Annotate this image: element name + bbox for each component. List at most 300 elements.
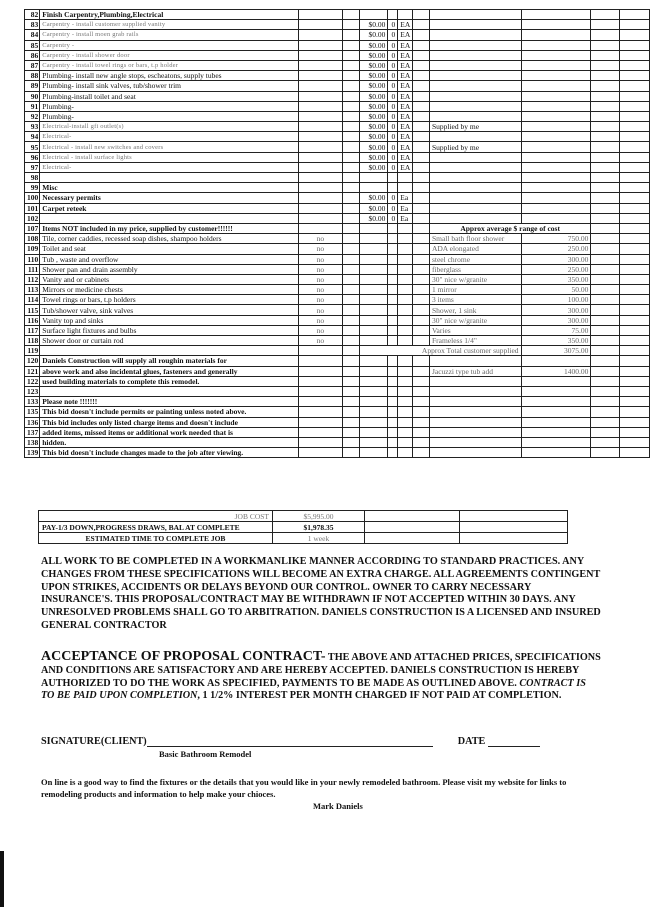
row-cost [521,111,591,121]
row-qty [388,234,398,244]
row-unit [398,366,413,376]
table-row [25,325,650,335]
row-blank [619,132,649,142]
row-customer-item: Frameless 1/4" [429,336,521,346]
row-qty [388,407,398,417]
row-blank [342,244,359,254]
row-blank [619,386,649,396]
row-description: hidden. [40,437,299,447]
row-blank [619,336,649,346]
row-supplied-flag: no [298,234,342,244]
table-row [25,142,650,152]
row-blank [342,397,359,407]
row-supplied-flag [298,152,342,162]
row-price: $0.00 [359,111,388,121]
row-number: 117 [25,325,40,335]
table-row [25,101,650,111]
row-blank [413,20,430,30]
row-cost [521,356,591,366]
row-unit: EA [398,162,413,172]
row-blank [591,132,619,142]
row-blank [591,254,619,264]
row-customer-item [429,417,521,427]
row-qty [388,274,398,284]
row-cost [521,20,591,30]
row-blank [413,274,430,284]
row-blank [619,50,649,60]
row-unit: EA [398,132,413,142]
row-qty: 0 [388,132,398,142]
row-unit [398,397,413,407]
row-blank [413,213,430,223]
row-blank [591,101,619,111]
row-supplied-flag: no [298,285,342,295]
row-blank [413,60,430,70]
row-price: $0.00 [359,91,388,101]
row-number: 136 [25,417,40,427]
row-blank [342,325,359,335]
row-blank [591,142,619,152]
row-blank [591,346,619,356]
row-qty: 0 [388,193,398,203]
row-number: 112 [25,274,40,284]
row-blank [413,336,430,346]
row-number: 109 [25,244,40,254]
row-qty: 0 [388,142,398,152]
row-customer-item [429,152,521,162]
row-price [359,386,388,396]
row-number: 98 [25,173,40,183]
row-price: $0.00 [359,132,388,142]
row-cost [521,81,591,91]
row-number: 121 [25,366,40,376]
row-number: 123 [25,386,40,396]
row-blank [619,20,649,30]
row-cost: 100.00 [521,295,591,305]
payment-row [39,522,568,533]
row-description: Electrical - install new switches and covers [40,142,299,152]
row-unit: EA [398,142,413,152]
time-row [39,533,568,544]
row-description: Plumbing- [40,111,299,121]
row-unit [398,285,413,295]
row-qty [388,386,398,396]
row-unit: EA [398,40,413,50]
row-description: Electrical- [40,132,299,142]
row-cost: 750.00 [521,234,591,244]
row-customer-item: steel chrome [429,254,521,264]
row-unit: EA [398,60,413,70]
row-qty: 0 [388,71,398,81]
row-qty [388,437,398,447]
row-blank [413,437,430,447]
row-price: $0.00 [359,203,388,213]
row-unit: Ea [398,193,413,203]
row-description: Surface light fixtures and bulbs [40,325,299,335]
row-unit [398,264,413,274]
row-number: 120 [25,356,40,366]
row-blank [619,346,649,356]
row-supplied-flag [298,71,342,81]
row-blank [591,448,619,458]
row-description: Carpentry - install towel rings or bars, t.p holder [40,60,299,70]
row-supplied-flag: no [298,274,342,284]
signature-line[interactable] [147,736,433,747]
row-number: 139 [25,448,40,458]
table-row [25,427,650,437]
table-row [25,122,650,132]
row-unit: EA [398,20,413,30]
table-row [25,264,650,274]
row-customer-item [429,376,521,386]
row-blank [591,10,619,20]
row-customer-item [429,162,521,172]
row-blank [342,386,359,396]
table-row [25,10,650,20]
row-qty [388,336,398,346]
row-blank [619,234,649,244]
row-description: Items NOT included in my price, supplied by customer!!!!!! [40,223,299,233]
row-number: 101 [25,203,40,213]
row-unit [398,356,413,366]
table-row [25,81,650,91]
row-blank [619,40,649,50]
row-number: 119 [25,346,40,356]
table-row [25,213,650,223]
row-cost [521,152,591,162]
row-blank [413,152,430,162]
row-cost [521,448,591,458]
row-customer-item: ADA elongated [429,244,521,254]
row-description: Tile, corner caddies, recessed soap dishes, shampoo holders [40,234,299,244]
row-supplied-flag: no [298,244,342,254]
row-qty [388,325,398,335]
row-number: 90 [25,91,40,101]
table-row [25,417,650,427]
row-blank [342,50,359,60]
row-description: Electrical- [40,162,299,172]
row-description: Tub , waste and overflow [40,254,299,264]
row-blank [591,427,619,437]
left-edge-bar [0,851,4,907]
summary-table [38,510,568,544]
table-row [25,386,650,396]
row-description: added items, missed items or additional work needed that is [40,427,299,437]
row-number: 118 [25,336,40,346]
row-qty: 0 [388,203,398,213]
row-blank [619,285,649,295]
row-blank [619,162,649,172]
row-blank [342,71,359,81]
row-blank [619,366,649,376]
row-customer-item [429,30,521,40]
row-description: used building materials to complete this remodel. [40,376,299,386]
row-description: Plumbing-install toilet and seat [40,91,299,101]
row-supplied-flag [298,40,342,50]
row-qty: 0 [388,91,398,101]
row-description: Carpentry - install shower door [40,50,299,60]
row-customer-item: Small bath floor shower [429,234,521,244]
row-blank [591,122,619,132]
row-qty: 0 [388,152,398,162]
row-blank [342,254,359,264]
row-number: 102 [25,213,40,223]
row-cost [521,183,591,193]
row-blank [413,366,430,376]
row-description: Towel rings or bars, t.p holders [40,295,299,305]
row-blank [591,366,619,376]
row-supplied-flag: no [298,254,342,264]
row-number: 135 [25,407,40,417]
row-blank [619,81,649,91]
row-price [359,285,388,295]
row-blank [591,203,619,213]
row-customer-item: Shower, 1 sink [429,305,521,315]
table-row [25,285,650,295]
row-blank [619,417,649,427]
row-customer-item [429,437,521,447]
acceptance-text-1: THE ABOVE AND ATTACHED PRICES, SPECIFICATIONS AND CONDITIONS ARE SATISFACTORY AND ARE HEREBY ACCEPTED. DANIELS CONSTRUCTION IS HEREBY AUTHORIZED TO DO THE WORK AS SPECIFIED, PAYMENTS TO BE MADE AS OUTLINED ABOVE. [41,652,601,689]
row-blank [342,336,359,346]
row-blank [619,142,649,152]
row-customer-item [429,397,521,407]
row-price: $0.00 [359,101,388,111]
row-customer-item: 30" nice w/granite [429,274,521,284]
row-blank [413,376,430,386]
row-cost [521,417,591,427]
row-number: 97 [25,162,40,172]
row-blank [591,30,619,40]
row-blank [342,366,359,376]
row-description: Vanity and or cabinets [40,274,299,284]
row-blank [591,234,619,244]
row-note: Supplied by me [429,142,521,152]
row-blank [619,244,649,254]
row-blank [413,111,430,121]
table-row [25,162,650,172]
row-price: $0.00 [359,122,388,132]
row-number: 138 [25,437,40,447]
payment-value: $1,978.35 [273,522,365,533]
date-line[interactable] [488,736,540,747]
row-blank [591,213,619,223]
row-description: Electrical-install gfi outlet(s) [40,122,299,132]
row-cost [521,132,591,142]
row-unit: EA [398,50,413,60]
row-price [359,448,388,458]
row-blank [342,346,359,356]
row-customer-item [429,203,521,213]
row-qty [388,183,398,193]
row-blank [342,305,359,315]
row-unit: EA [398,101,413,111]
row-customer-item [429,183,521,193]
row-unit [398,244,413,254]
row-blank [342,213,359,223]
table-row [25,305,650,315]
row-description: Necessary permits [40,193,299,203]
row-customer-item [429,356,521,366]
table-row [25,366,650,376]
row-supplied-flag [298,407,342,417]
row-blank [591,274,619,284]
row-qty [388,417,398,427]
row-blank [342,407,359,417]
row-price: $0.00 [359,71,388,81]
row-qty [388,448,398,458]
row-price [359,183,388,193]
row-description: Toilet and seat [40,244,299,254]
row-blank [591,50,619,60]
row-blank [342,356,359,366]
row-blank [413,417,430,427]
row-supplied-flag [298,448,342,458]
row-blank [619,111,649,121]
row-blank [342,264,359,274]
row-price [359,295,388,305]
table-row [25,183,650,193]
row-blank [591,305,619,315]
row-blank [619,264,649,274]
row-blank [619,325,649,335]
row-supplied-flag [298,427,342,437]
row-supplied-flag [298,386,342,396]
table-row [25,60,650,70]
table-row [25,91,650,101]
row-supplied-flag [298,60,342,70]
row-blank [413,356,430,366]
row-description: Finish Carpentry,Plumbing,Electrical [40,10,299,20]
row-description: Carpentry - install customer supplied vanity [40,20,299,30]
row-number: 137 [25,427,40,437]
row-qty [388,356,398,366]
row-customer-item: Jacuzzi type tub add [429,366,521,376]
row-number: 108 [25,234,40,244]
row-cost [521,91,591,101]
row-blank [342,122,359,132]
row-blank [619,30,649,40]
row-blank [413,71,430,81]
row-supplied-flag [298,81,342,91]
row-cost [521,203,591,213]
row-number: 114 [25,295,40,305]
row-number: 82 [25,10,40,20]
row-blank [619,437,649,447]
acceptance-text-2: , 1 1/2% INTEREST PER MONTH CHARGED IF NOT PAID AT COMPLETION. [197,690,562,702]
table-row [25,356,650,366]
row-blank [342,40,359,50]
row-blank [413,244,430,254]
row-blank [342,285,359,295]
row-cost: 3075.00 [521,346,591,356]
job-cost-value: $5,995.00 [273,511,365,522]
row-qty: 0 [388,30,398,40]
row-qty [388,254,398,264]
row-supplied-flag [298,203,342,213]
row-unit [398,223,413,233]
job-cost-row [39,511,568,522]
row-price: $0.00 [359,193,388,203]
table-row [25,30,650,40]
row-blank [342,437,359,447]
row-unit [398,448,413,458]
table-row [25,132,650,142]
row-qty: 0 [388,122,398,132]
row-customer-item [429,50,521,60]
row-blank [413,325,430,335]
row-description: This bid doesn't include changes made to the job after viewing. [40,448,299,458]
row-price [359,315,388,325]
row-blank [342,274,359,284]
time-label: ESTIMATED TIME TO COMPLETE JOB [39,533,273,544]
row-blank [342,203,359,213]
row-blank [413,40,430,50]
row-price: $0.00 [359,152,388,162]
row-qty: 0 [388,162,398,172]
row-blank [591,223,619,233]
row-number: 83 [25,20,40,30]
row-description: Plumbing- [40,101,299,111]
row-price: $0.00 [359,30,388,40]
row-price: $0.00 [359,50,388,60]
row-blank [413,193,430,203]
row-customer-item [429,20,521,30]
row-customer-item: 3 items [429,295,521,305]
table-row [25,376,650,386]
row-price [359,254,388,264]
row-cost [521,71,591,81]
row-blank [591,376,619,386]
row-price [359,173,388,183]
row-supplied-flag [298,111,342,121]
row-number: 89 [25,81,40,91]
row-supplied-flag: no [298,325,342,335]
row-blank [619,60,649,70]
row-blank [591,397,619,407]
row-price: $0.00 [359,40,388,50]
row-price [359,437,388,447]
row-customer-item: fiberglass [429,264,521,274]
estimate-table [24,9,650,458]
table-row [25,152,650,162]
row-description: Mirrors or medicine chests [40,285,299,295]
row-qty [388,244,398,254]
row-unit [398,315,413,325]
row-blank [591,91,619,101]
row-number: 122 [25,376,40,386]
row-blank [591,40,619,50]
row-blank [619,203,649,213]
row-blank [619,356,649,366]
author-name: Mark Daniels [313,801,363,811]
row-qty [388,305,398,315]
row-blank [413,122,430,132]
row-description [40,173,299,183]
row-blank [413,427,430,437]
row-supplied-flag [298,122,342,132]
row-cost [521,193,591,203]
row-supplied-flag [298,437,342,447]
row-price [359,397,388,407]
row-blank [342,417,359,427]
row-blank [619,183,649,193]
signature-block [41,736,601,747]
row-supplied-flag [298,142,342,152]
row-price: $0.00 [359,142,388,152]
row-blank [619,376,649,386]
table-row [25,203,650,213]
row-unit: Ea [398,203,413,213]
